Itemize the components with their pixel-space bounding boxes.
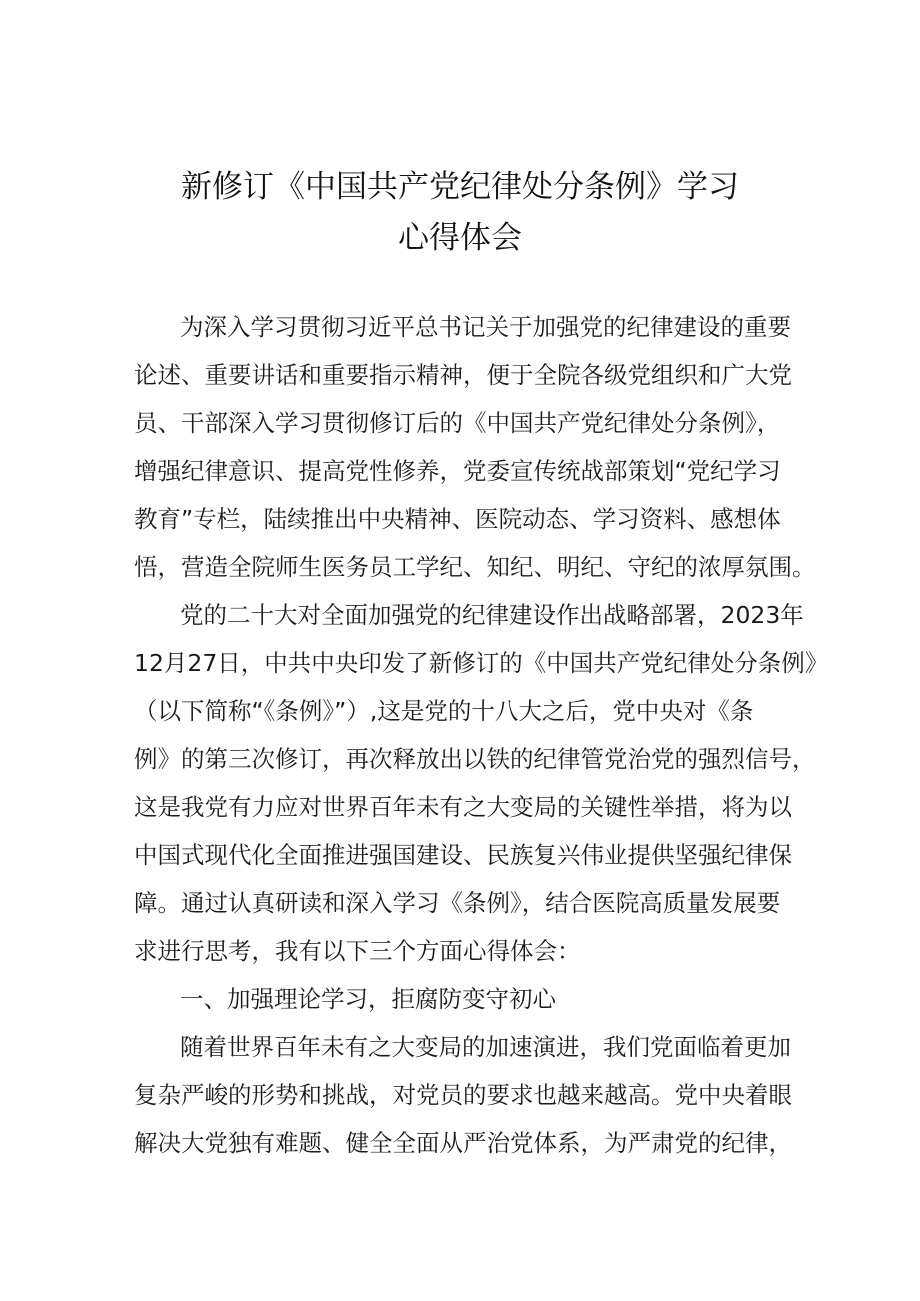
paragraph-line: 障。通过认真研读和深入学习《条例》，结合医院高质量发展要	[134, 889, 781, 917]
paragraph-line: 解决大党独有难题、健全全面从严治党体系，为严肃党的纪律，	[134, 1129, 792, 1157]
paragraph-line: （以下简称“《条例》”）,这是党的十八大之后，党中央对《条	[134, 697, 754, 725]
paragraph-line: 悟，营造全院师生医务员工学纪、知纪、明纪、守纪的浓厚氛围。	[134, 553, 816, 581]
paragraph-line: 员、干部深入学习贯彻修订后的《中国共产党纪律处分条例》，	[134, 409, 781, 437]
section-heading: 一、加强理论学习，拒腐防变守初心	[180, 985, 556, 1013]
paragraph-line: 这是我党有力应对世界百年未有之大变局的关键性举措，将为以	[134, 793, 792, 821]
paragraph-line: 为深入学习贯彻习近平总书记关于加强党的纪律建设的重要	[180, 313, 791, 341]
paragraph-line: 中国式现代化全面推进强国建设、民族复兴伟业提供坚强纪律保	[134, 841, 792, 869]
paragraph-line: 例》的第三次修订，再次释放出以铁的纪律管党治党的强烈信号，	[134, 745, 816, 773]
paragraph-line: 教育”专栏，陆续推出中央精神、医院动态、学习资料、感想体	[134, 505, 781, 533]
paragraph-line: 增强纪律意识、提高党性修养，党委宣传统战部策划“党纪学习	[134, 457, 781, 485]
paragraph-line: 12月27日，中共中央印发了新修订的《中国共产党纪律处分条例》	[134, 649, 829, 677]
paragraph-line: 随着世界百年未有之大变局的加速演进，我们党面临着更加	[180, 1033, 791, 1061]
document-title-line-1: 新修订《中国共产党纪律处分条例》学习	[181, 169, 739, 205]
paragraph-line: 复杂严峻的形势和挑战，对党员的要求也越来越高。党中央着眼	[134, 1081, 792, 1109]
paragraph-line: 党的二十大对全面加强党的纪律建设作出战略部署，2023年	[180, 601, 804, 629]
paragraph-line: 求进行思考，我有以下三个方面心得体会：	[134, 937, 581, 965]
paragraph-line: 论述、重要讲话和重要指示精神，便于全院各级党组织和广大党	[134, 361, 792, 389]
document-title-line-2: 心得体会	[398, 220, 522, 256]
